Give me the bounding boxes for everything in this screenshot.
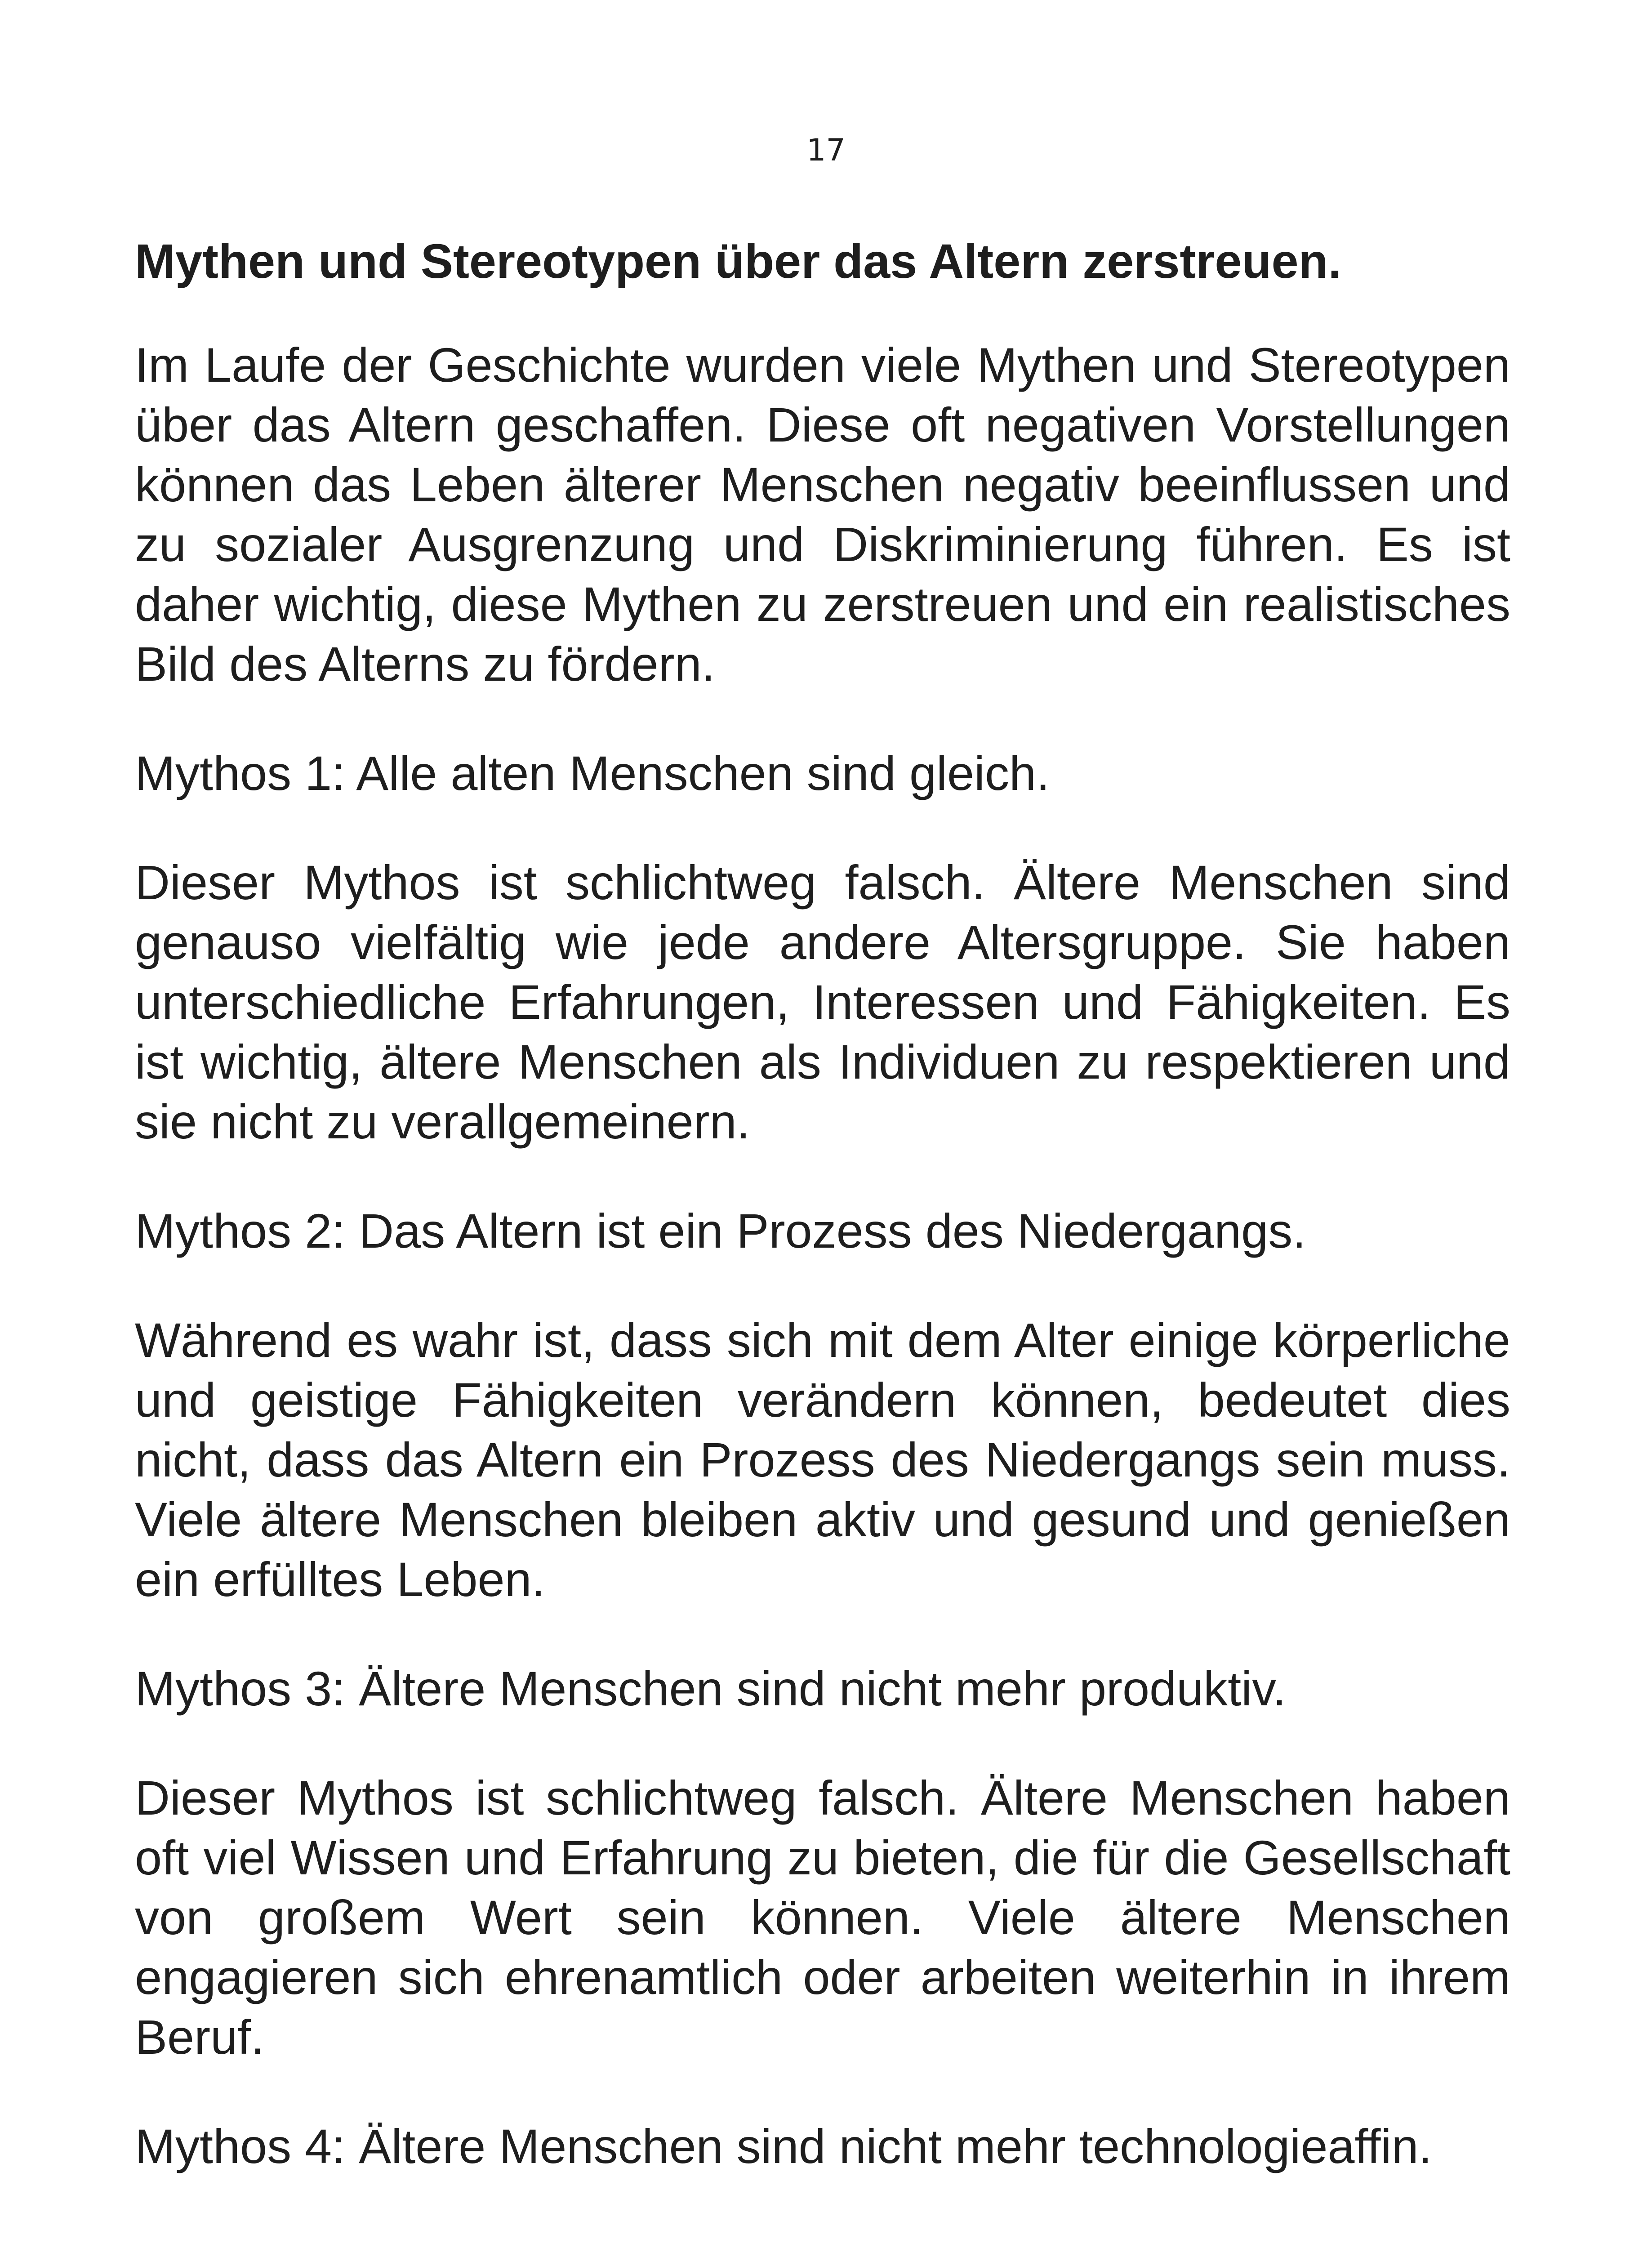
myth-2-statement: Mythos 2: Das Altern ist ein Prozess des Niedergangs. (135, 1204, 1306, 1258)
myth-1-rebuttal: Dieser Mythos ist schlichtweg falsch. Ältere Menschen sind genauso vielfältig wie jede andere Altersgruppe. Sie haben unterschiedliche Erfahrungen, Interessen und Fähigkeiten. Es ist wichtig, ältere Menschen als Individuen zu respektieren und sie nicht zu verallgemeinern. (135, 855, 1510, 1149)
section-heading: Mythen und Stereotypen über das Altern zerstreuen. (135, 234, 1342, 288)
intro-paragraph: Im Laufe der Geschichte wurden viele Mythen und Stereotypen über das Altern geschaffen. Diese oft negativen Vorstellungen können das Leben älterer Menschen negativ beeinflussen und zu sozialer Ausgrenzung und Diskriminierung führen. Es ist daher wichtig, diese Mythen zu zerstreuen und ein realistisches Bild des Alterns zu fördern. (135, 338, 1510, 691)
myth-2-rebuttal: Während es wahr ist, dass sich mit dem Alter einige körperliche und geistige Fähigkeiten verändern können, bedeutet dies nicht, dass das Altern ein Prozess des Niedergangs sein muss. Viele ältere Menschen bleiben aktiv und gesund und genießen ein erfülltes Leben. (135, 1313, 1510, 1606)
myth-3-rebuttal: Dieser Mythos ist schlichtweg falsch. Ältere Menschen haben oft viel Wissen und Erfahrung zu bieten, die für die Gesellschaft von großem Wert sein können. Viele ältere Menschen engagieren sich ehrenamtlich oder arbeiten weiterhin in ihrem Beruf. (135, 1771, 1510, 2064)
page-number: 17 (806, 133, 846, 168)
myth-3-statement: Mythos 3: Ältere Menschen sind nicht mehr produktiv. (135, 1661, 1287, 1716)
text-column (135, 232, 1510, 2176)
myth-4-statement: Mythos 4: Ältere Menschen sind nicht mehr technologieaffin. (135, 2119, 1432, 2173)
myth-1-statement: Mythos 1: Alle alten Menschen sind gleich. (135, 746, 1050, 800)
